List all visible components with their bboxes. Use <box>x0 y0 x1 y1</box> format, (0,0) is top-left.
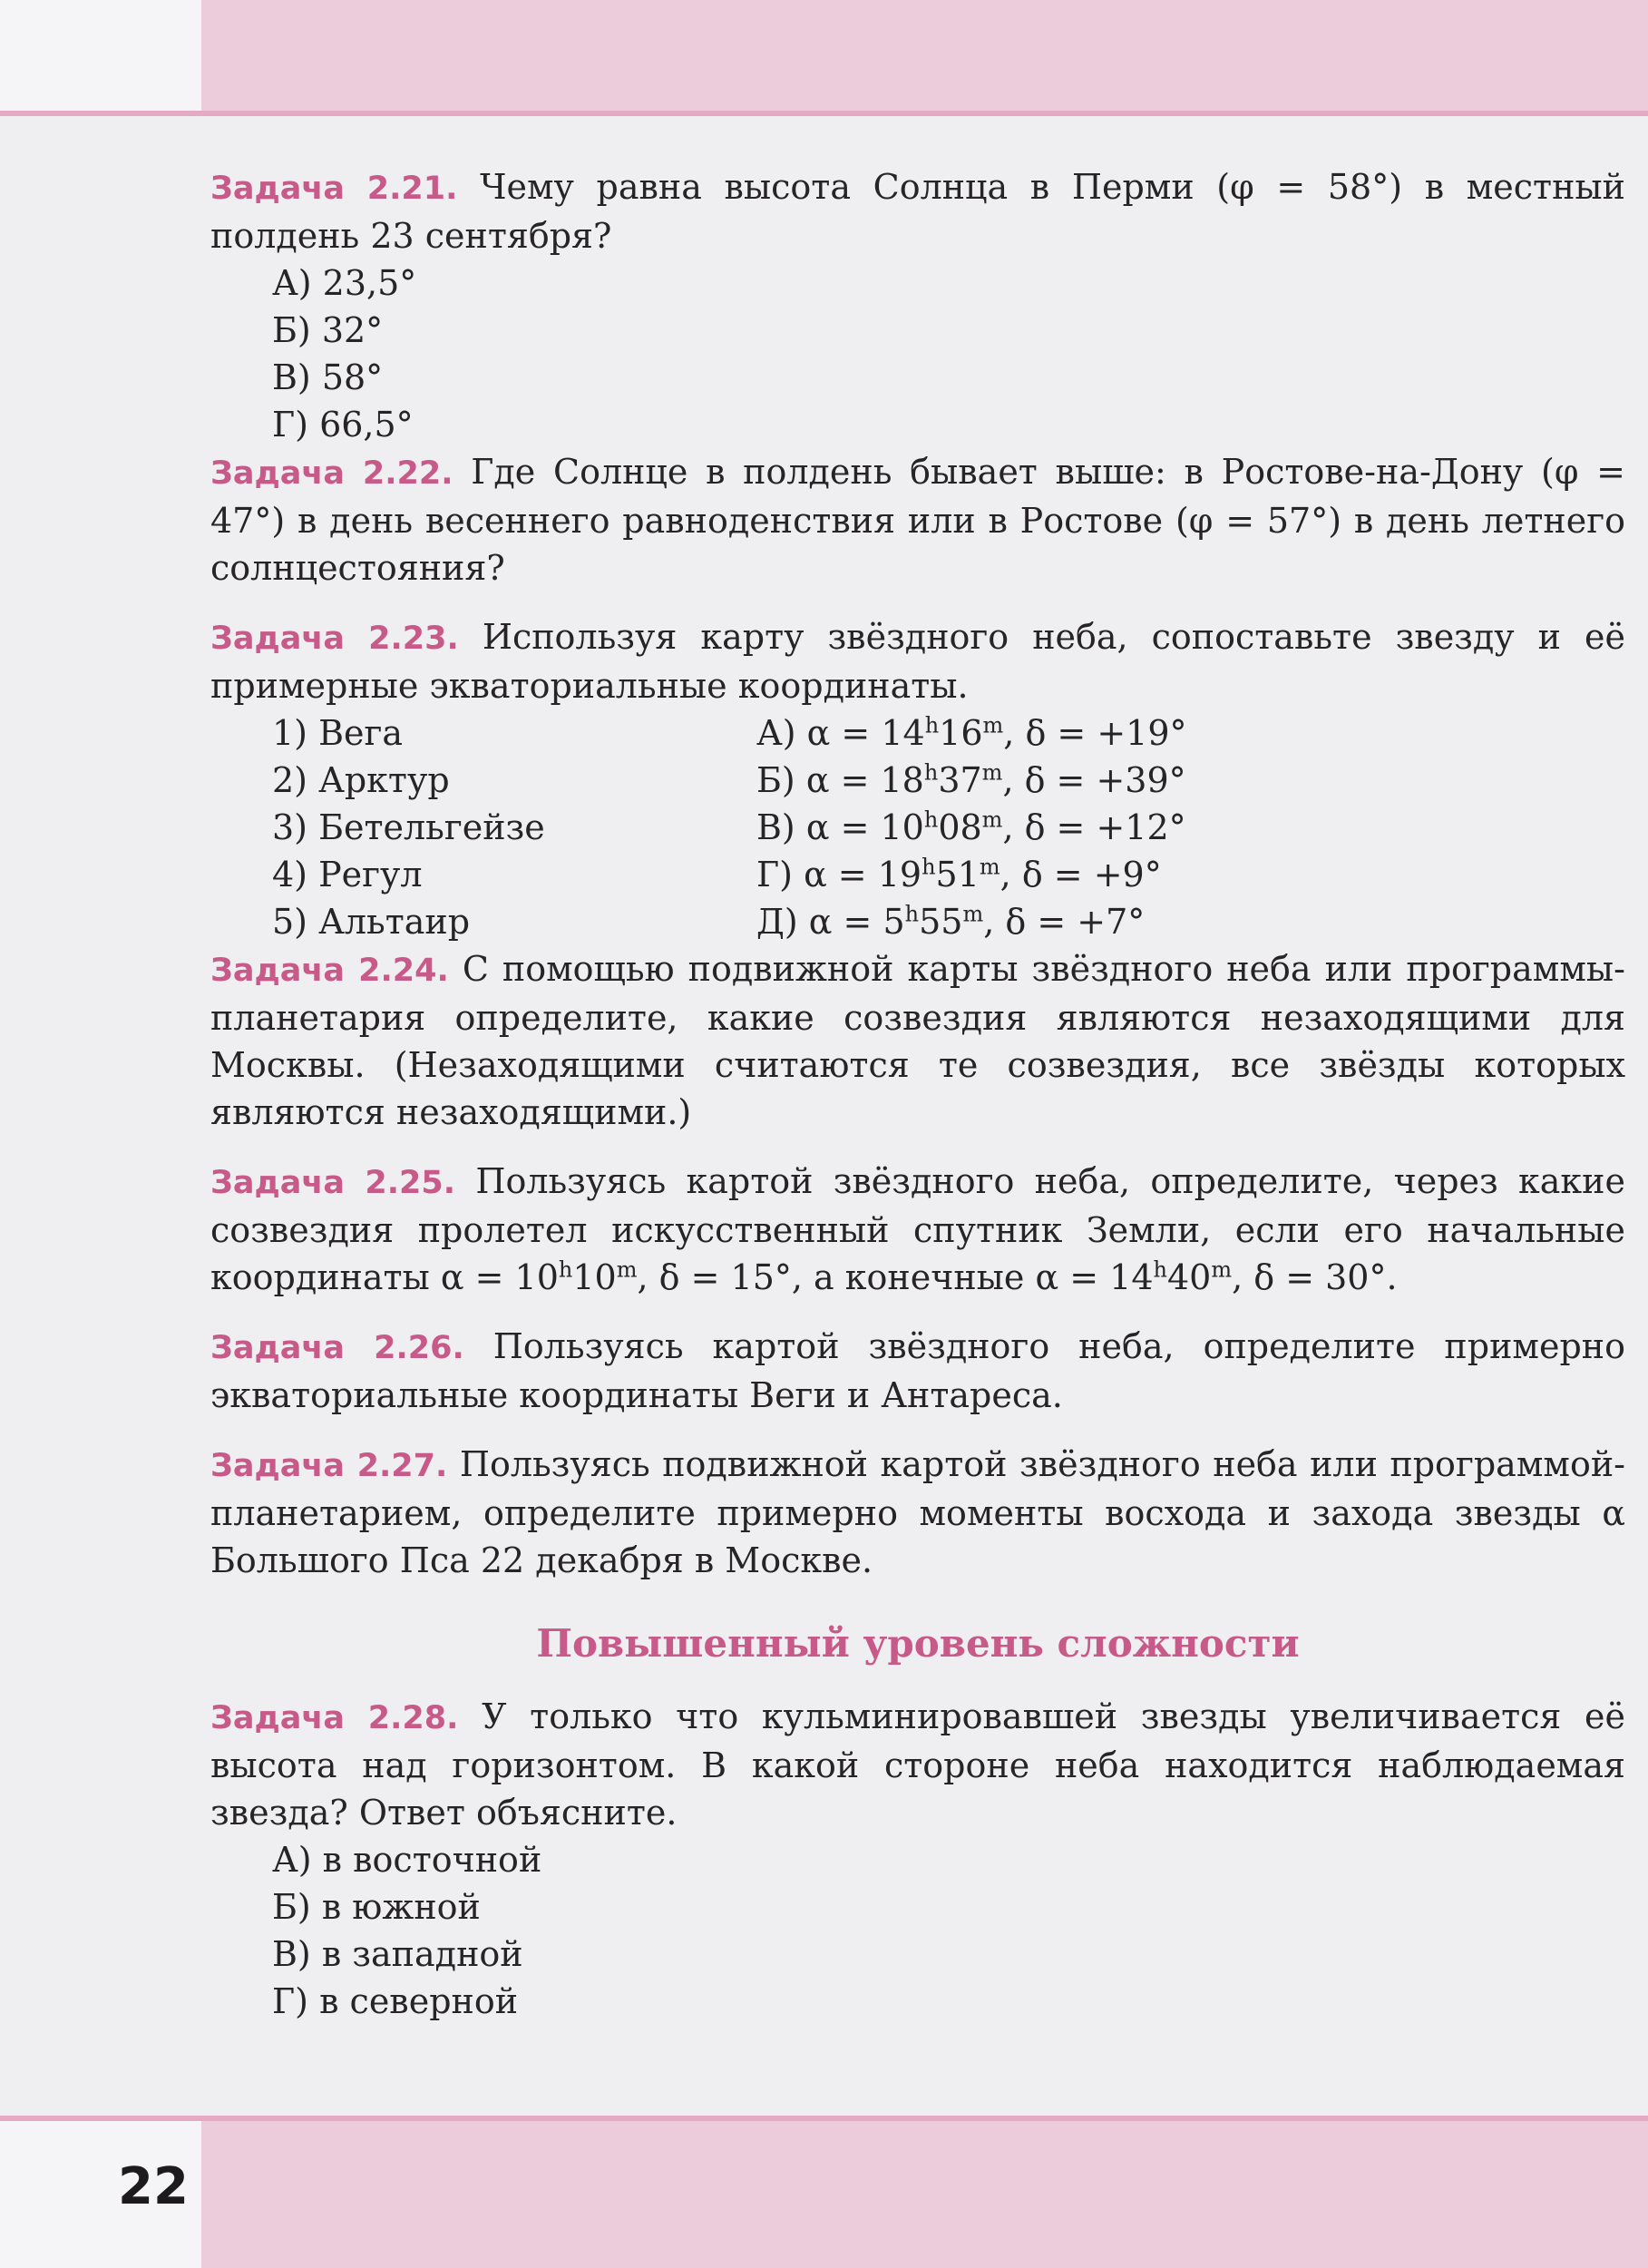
hours-unit: h <box>924 712 940 738</box>
option: Г) в северной <box>272 1981 519 2021</box>
star-item: 5) Альтаир <box>272 902 471 942</box>
top-band-pink <box>201 0 1648 113</box>
task-text: Пользуясь картой звёздного неба, определите, через какие созвездия пролетел искусственный спутник Земли, если его начальные координаты α = 10 <box>210 1161 1625 1297</box>
answer-options <box>272 259 1625 448</box>
task-2-22 <box>210 448 1625 591</box>
hours-unit: h <box>1153 1256 1167 1283</box>
star-item: 3) Бетельгейзе <box>272 807 545 847</box>
task-label: Задача 2.24. <box>210 953 449 989</box>
coordinate-item <box>756 757 1187 804</box>
star-item: 1) Вега <box>272 713 404 753</box>
task-2-26 <box>210 1323 1625 1419</box>
ra-hours: Д) α = 5 <box>756 902 905 942</box>
minutes-unit: m <box>616 1256 638 1283</box>
ra-hours: В) α = 10 <box>756 807 924 847</box>
declination: , δ = +7° <box>983 902 1146 942</box>
section-heading: Повышенный уровень сложности <box>536 1621 1300 1666</box>
task-2-23 <box>210 613 1625 709</box>
top-band <box>0 0 1648 113</box>
task-text: , δ = 30°. <box>1232 1257 1398 1297</box>
coordinate-item <box>756 804 1187 851</box>
task-label: Задача 2.27. <box>210 1448 448 1484</box>
minutes-unit: m <box>1211 1256 1233 1283</box>
task-text: , δ = 15°, а конечные α = 14 <box>637 1257 1154 1297</box>
hours-unit: h <box>558 1256 573 1283</box>
page-number: 22 <box>118 2157 189 2216</box>
ra-hours: Б) α = 18 <box>756 760 924 800</box>
declination: , δ = +19° <box>1003 713 1187 753</box>
task-label: Задача 2.23. <box>210 621 459 657</box>
minutes-unit: m <box>962 901 984 927</box>
declination: , δ = +12° <box>1002 807 1186 847</box>
star-item: 2) Арктур <box>272 760 450 800</box>
option: Г) 66,5° <box>272 405 414 445</box>
task-text: У только что кульминировавшей звезды увеличивается её высота над горизонтом. В какой стороне неба находится наблюдаемая звезда? Ответ объясните. <box>210 1696 1625 1833</box>
option: А) 23,5° <box>272 263 417 303</box>
task-2-21 <box>210 163 1625 259</box>
minutes-unit: m <box>981 807 1003 833</box>
ra-minutes: 37 <box>938 760 982 800</box>
top-rule <box>0 111 1648 116</box>
declination: , δ = +39° <box>1002 760 1186 800</box>
bottom-band <box>0 2121 1648 2268</box>
star-list <box>272 709 756 945</box>
coordinate-list <box>756 709 1187 945</box>
coordinate-item <box>756 851 1187 898</box>
ra-hours: Г) α = 19 <box>756 855 922 894</box>
task-text: 40 <box>1166 1257 1212 1297</box>
star-item: 4) Регул <box>272 855 423 894</box>
task-text: Чему равна высота Солнца в Перми (φ = 58°) в местный полдень 23 сентября? <box>210 167 1625 256</box>
option: Б) в южной <box>272 1887 481 1927</box>
answer-options <box>272 1836 1625 2025</box>
coordinate-item <box>756 898 1187 945</box>
ra-minutes: 51 <box>935 855 980 894</box>
coordinate-item <box>756 709 1187 757</box>
task-text: 10 <box>572 1257 617 1297</box>
star-coordinate-matching <box>272 709 1625 945</box>
option: Б) 32° <box>272 310 384 350</box>
task-label: Задача 2.21. <box>210 171 458 207</box>
task-label: Задача 2.22. <box>210 455 453 492</box>
ra-minutes: 08 <box>938 807 982 847</box>
task-2-27 <box>210 1441 1625 1584</box>
minutes-unit: m <box>981 759 1003 786</box>
bottom-band-pink <box>201 2121 1648 2268</box>
hours-unit: h <box>923 807 939 833</box>
task-2-28 <box>210 1693 1625 1836</box>
minutes-unit: m <box>982 712 1004 738</box>
hours-unit: h <box>923 759 939 786</box>
page-content <box>210 163 1625 2025</box>
declination: , δ = +9° <box>1000 855 1162 894</box>
task-2-25 <box>210 1158 1625 1301</box>
task-label: Задача 2.28. <box>210 1700 459 1736</box>
hours-unit: h <box>922 854 936 880</box>
task-text: Используя карту звёздного неба, сопоставьте звезду и её примерные экваториальные координаты. <box>210 617 1625 706</box>
task-text: Пользуясь подвижной картой звёздного неба или программой-планетарием, определите примерно моменты восхода и захода звезды α Большого Пса 22 декабря в Москве. <box>210 1444 1625 1580</box>
hours-unit: h <box>904 901 920 927</box>
option: В) 58° <box>272 357 384 397</box>
task-label: Задача 2.26. <box>210 1330 464 1366</box>
task-text: Пользуясь картой звёздного неба, определите примерно экваториальные координаты Веги и Антареса. <box>210 1326 1625 1415</box>
task-2-24 <box>210 945 1625 1136</box>
option: А) в восточной <box>272 1840 542 1880</box>
ra-hours: А) α = 14 <box>756 713 925 753</box>
task-label: Задача 2.25. <box>210 1165 456 1201</box>
ra-minutes: 55 <box>919 902 963 942</box>
minutes-unit: m <box>979 854 1000 880</box>
option: В) в западной <box>272 1934 523 1974</box>
task-text: С помощью подвижной карты звёздного неба или программы-планетария определите, какие созвездия являются незаходящими для Москвы. (Незаходящими считаются те созвездия, все звёзды которых являются незаходящими.) <box>210 949 1625 1132</box>
task-text: Где Солнце в полдень бывает выше: в Ростове-на-Дону (φ = 47°) в день весеннего равноденствия или в Ростове (φ = 57°) в день летнего солнцестояния? <box>210 452 1625 588</box>
ra-minutes: 16 <box>939 713 983 753</box>
